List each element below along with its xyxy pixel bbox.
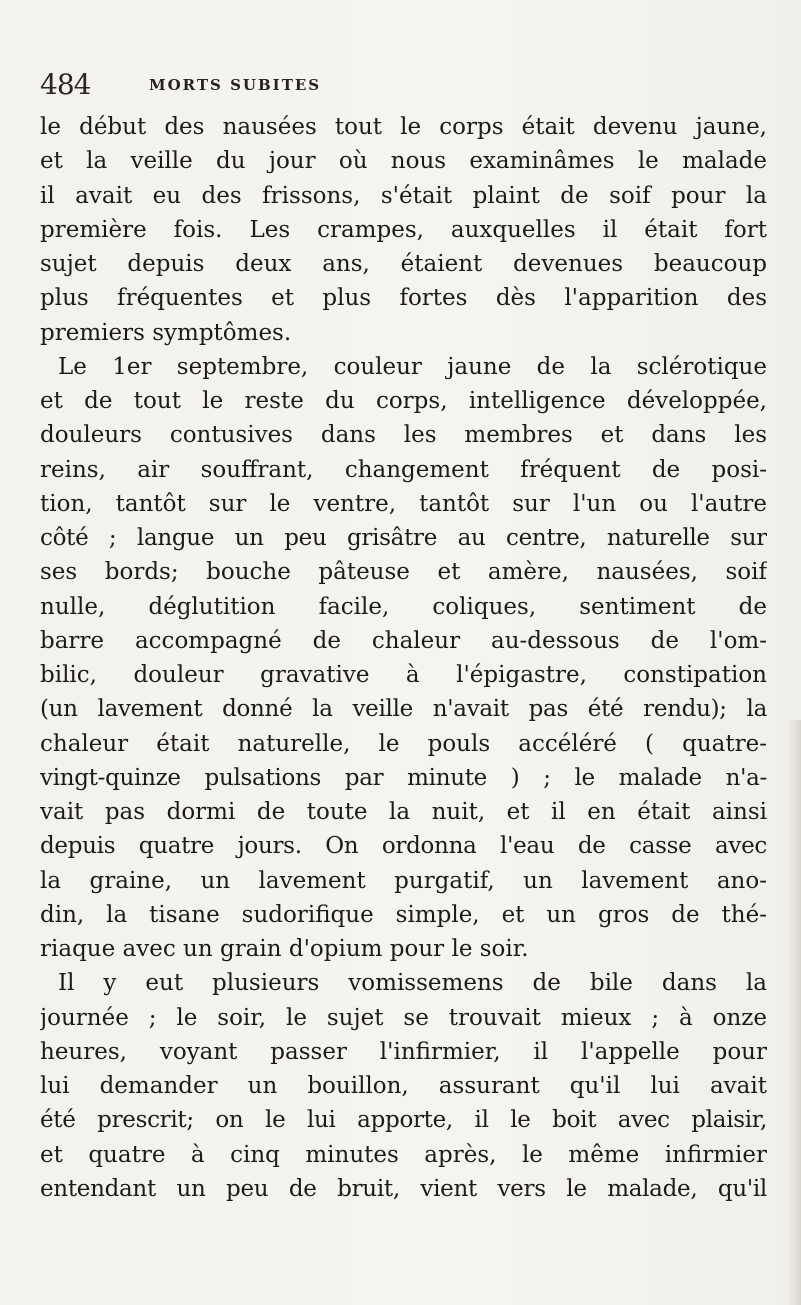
text-line: depuis quatre jours. On ordonna l'eau de casse avec [40,833,767,860]
text-line: vingt-quinze pulsations par minute ) ; le malade n'a- [40,764,767,791]
text-line: chaleur était naturelle, le pouls accéléré ( quatre- [40,730,767,757]
text-line: bilic, douleur gravative à l'épigastre, constipation [40,662,767,688]
paragraph-start-line: Le 1er septembre, couleur jaune de la sclérotique [58,353,767,380]
text-line: lui demander un bouillon, assurant qu'il lui avait [40,1073,767,1099]
text-line: la graine, un lavement purgatif, un lavement ano- [40,867,767,894]
body-text [40,110,767,1206]
paragraph-start-line: Il y eut plusieurs vomissemens de bile dans la [58,970,767,997]
text-line: ses bords; bouche pâteuse et amère, nausées, soif [40,559,767,586]
text-line: première fois. Les crampes, auxquelles il était fort [40,216,767,243]
text-line: il avait eu des frissons, s'était plaint de soif pour la [40,182,767,209]
text-line: douleurs contusives dans les membres et dans les [40,422,767,449]
text-line: reins, air souffrant, changement fréquent de posi- [40,456,767,483]
text-line: nulle, déglutition facile, coliques, sentiment de [40,593,767,620]
text-line: sujet depuis deux ans, étaient devenues beaucoup [40,251,767,277]
text-line: été prescrit; on le lui apporte, il le boit avec plaisir, [40,1107,767,1134]
text-line: le début des nausées tout le corps était devenu jaune, [40,114,767,140]
text-line: côté ; langue un peu grisâtre au centre, naturelle sur [40,525,767,551]
text-line: premiers symptômes. [40,319,292,346]
text-line: vait pas dormi de toute la nuit, et il en était ainsi [40,799,767,825]
text-line: journée ; le soir, le sujet se trouvait mieux ; à onze [40,1004,767,1031]
page-edge-shadow [787,720,801,1305]
text-line: riaque avec un grain d'opium pour le soir. [40,936,529,962]
text-line: (un lavement donné la veille n'avait pas été rendu); la [40,696,767,723]
page-header [40,68,760,108]
text-line: heures, voyant passer l'infirmier, il l'appelle pour [40,1038,767,1065]
text-line: tion, tantôt sur le ventre, tantôt sur l'un ou l'autre [40,490,767,517]
running-head: MORTS SUBITES [149,76,322,94]
text-line: et la veille du jour où nous examinâmes le malade [40,148,767,175]
text-line: entendant un peu de bruit, vient vers le malade, qu'il [40,1175,767,1202]
text-line: et quatre à cinq minutes après, le même infirmier [40,1141,767,1168]
page-number: 484 [40,68,91,101]
text-line: plus fréquentes et plus fortes dès l'apparition des [40,285,767,312]
text-line: barre accompagné de chaleur au-dessous de l'om- [40,627,767,654]
text-line: et de tout le reste du corps, intelligence développée, [40,388,767,414]
text-line: din, la tisane sudorifique simple, et un gros de thé- [40,901,767,928]
